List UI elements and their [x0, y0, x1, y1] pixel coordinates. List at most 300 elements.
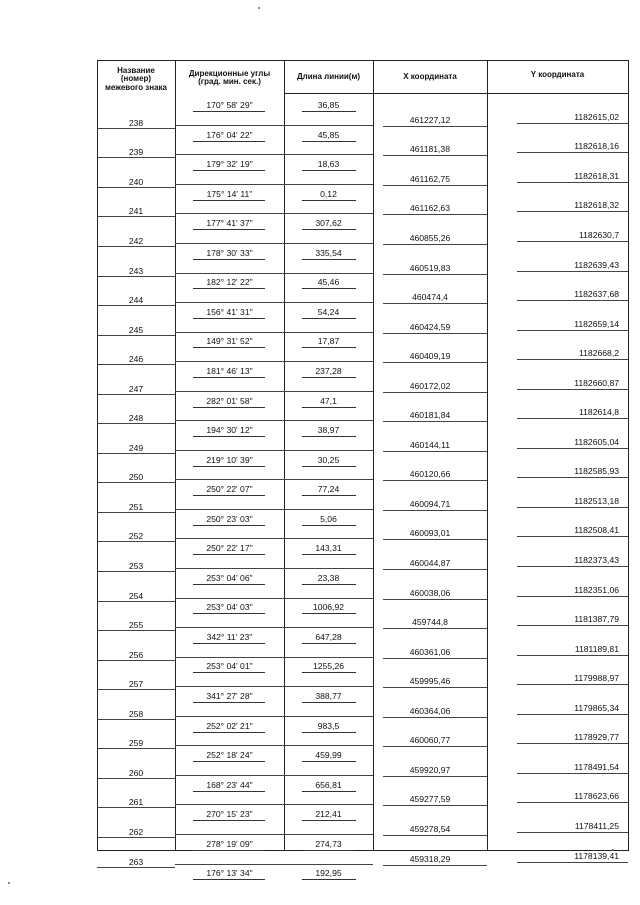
y-coordinate-rule	[517, 123, 628, 124]
row-separator	[97, 571, 175, 572]
segment-rule	[302, 879, 356, 880]
segment-rule	[302, 259, 356, 260]
x-coordinate-cell: 460409,19	[409, 351, 451, 361]
segment-rule	[193, 466, 265, 467]
row-separator	[284, 273, 373, 274]
line-length-cell: 212,41	[315, 809, 342, 819]
x-coordinate-rule	[383, 539, 487, 540]
row-separator	[97, 601, 175, 602]
x-coordinate-rule	[383, 776, 487, 777]
x-coordinate-rule	[383, 451, 487, 452]
line-length-cell: 274,73	[315, 839, 342, 849]
line-length-cell: 459,99	[315, 750, 342, 760]
row-separator	[97, 689, 175, 690]
row-separator	[284, 716, 373, 717]
segment-rule	[193, 318, 265, 319]
segment-rule	[302, 761, 356, 762]
x-coordinate-cell: 459278,54	[409, 824, 451, 834]
x-coordinate-cell: 460855,26	[409, 233, 451, 243]
row-separator	[97, 748, 175, 749]
row-separator	[97, 276, 175, 277]
x-coordinate-cell: 459920,97	[409, 765, 451, 775]
segment-rule	[302, 525, 356, 526]
y-coordinate-cell: 1178139,41	[574, 851, 619, 861]
line-length-cell: 983,5	[317, 721, 340, 731]
segment-rule	[193, 761, 265, 762]
row-separator	[284, 745, 373, 746]
row-separator	[97, 364, 175, 365]
row-separator	[284, 302, 373, 303]
row-separator	[175, 420, 284, 421]
header-x-coordinate: X координата	[403, 72, 457, 81]
line-length-cell: 17,87	[317, 336, 340, 346]
x-coordinate-cell: 461162,75	[410, 174, 450, 184]
x-coordinate-rule	[383, 214, 487, 215]
direction-angle-cell: 342° 11' 23"	[206, 632, 253, 642]
direction-angle-cell: 182° 12' 22"	[206, 277, 253, 287]
line-length-cell: 1006,92	[312, 602, 345, 612]
point-name-cell: 252	[128, 531, 144, 541]
row-separator	[97, 305, 175, 306]
segment-rule	[302, 672, 356, 673]
row-separator	[97, 335, 175, 336]
row-separator	[284, 775, 373, 776]
point-name-cell: 260	[128, 768, 144, 778]
point-name-cell: 249	[128, 443, 144, 453]
direction-angle-cell: 219° 10' 39"	[206, 455, 253, 465]
y-coordinate-rule	[517, 714, 628, 715]
row-separator	[175, 716, 284, 717]
x-coordinate-cell: 460094,71	[409, 499, 451, 509]
y-coordinate-cell: 1182373,43	[574, 555, 619, 565]
row-separator	[175, 154, 284, 155]
direction-angle-cell: 175° 14' 11"	[206, 189, 253, 199]
segment-rule	[302, 229, 356, 230]
x-coordinate-rule	[383, 421, 487, 422]
y-coordinate-rule	[517, 802, 628, 803]
y-coordinate-cell: 1178929,77	[574, 732, 619, 742]
row-separator	[97, 394, 175, 395]
line-length-cell: 45,46	[317, 277, 340, 287]
header-line: межевого знака	[104, 82, 168, 92]
segment-rule	[302, 791, 356, 792]
x-coordinate-cell: 460120,66	[409, 469, 451, 479]
y-coordinate-cell: 1181189,81	[574, 644, 619, 654]
segment-rule	[302, 466, 356, 467]
line-length-cell: 143,31	[315, 543, 342, 553]
line-length-cell: 192,95	[315, 868, 342, 878]
x-coordinate-cell: 461227,12	[409, 115, 451, 125]
x-coordinate-cell: 460060,77	[409, 735, 451, 745]
line-length-cell: 38,97	[317, 425, 340, 435]
x-coordinate-cell: 460361,06	[409, 647, 451, 657]
x-coordinate-rule	[383, 717, 487, 718]
segment-rule	[193, 820, 265, 821]
x-coordinate-rule	[383, 185, 487, 186]
scan-speck	[258, 7, 260, 9]
row-separator	[97, 157, 175, 158]
header-point-name	[97, 67, 175, 92]
point-name-cell: 242	[128, 236, 144, 246]
point-name-cell: 261	[128, 797, 144, 807]
y-coordinate-rule	[517, 743, 628, 744]
x-coordinate-cell: 460172,02	[409, 381, 451, 391]
y-coordinate-cell: 1182618,31	[574, 171, 619, 181]
row-separator	[97, 187, 175, 188]
y-coordinate-rule	[517, 182, 628, 183]
header-line: Дирекционные углы	[188, 69, 271, 78]
point-name-cell: 256	[128, 650, 144, 660]
x-coordinate-cell: 459277,59	[409, 794, 451, 804]
x-coordinate-cell: 460424,59	[409, 322, 451, 332]
y-coordinate-rule	[517, 300, 628, 301]
segment-rule	[302, 613, 356, 614]
point-name-cell: 255	[128, 620, 144, 630]
row-separator	[284, 184, 373, 185]
line-length-cell: 23,38	[317, 573, 340, 583]
direction-angle-cell: 252° 02' 21"	[206, 721, 253, 731]
segment-rule	[193, 525, 265, 526]
point-name-cell: 238	[128, 118, 144, 128]
line-length-cell: 45,85	[317, 130, 340, 140]
y-coordinate-rule	[517, 625, 628, 626]
row-separator	[175, 184, 284, 185]
row-separator	[175, 657, 284, 658]
x-coordinate-rule	[383, 835, 487, 836]
y-coordinate-rule	[517, 655, 628, 656]
row-separator	[284, 598, 373, 599]
row-separator	[97, 453, 175, 454]
row-separator	[284, 479, 373, 480]
row-separator	[175, 804, 284, 805]
segment-rule	[193, 259, 265, 260]
point-name-cell: 257	[128, 679, 144, 689]
direction-angle-cell: 181° 46' 13"	[206, 366, 253, 376]
row-separator	[97, 778, 175, 779]
boundary-coordinates-table	[97, 60, 629, 878]
x-coordinate-rule	[383, 274, 487, 275]
x-coordinate-cell: 460519,83	[409, 263, 451, 273]
y-coordinate-cell: 1182614,8	[579, 407, 619, 417]
x-coordinate-rule	[383, 658, 487, 659]
y-coordinate-rule	[517, 566, 628, 567]
y-coordinate-cell: 1182513,18	[574, 496, 619, 506]
row-separator	[97, 660, 175, 661]
x-coordinate-rule	[383, 628, 487, 629]
y-coordinate-rule	[517, 596, 628, 597]
point-name-cell: 246	[128, 354, 144, 364]
segment-rule	[302, 850, 356, 851]
line-length-cell: 647,28	[315, 632, 342, 642]
row-separator	[175, 391, 284, 392]
line-length-cell: 307,62	[315, 218, 342, 228]
y-coordinate-cell: 1182618,32	[574, 200, 619, 210]
direction-angle-cell: 250° 22' 07"	[206, 484, 253, 494]
x-coordinate-rule	[383, 569, 487, 570]
direction-angle-cell: 250° 23' 03"	[206, 514, 253, 524]
row-separator	[175, 479, 284, 480]
row-separator	[97, 246, 175, 247]
point-name-cell: 248	[128, 413, 144, 423]
y-coordinate-rule	[517, 418, 628, 419]
row-separator	[97, 423, 175, 424]
point-name-cell: 245	[128, 325, 144, 335]
y-coordinate-cell: 1179865,34	[574, 703, 619, 713]
row-separator	[175, 361, 284, 362]
segment-rule	[302, 318, 356, 319]
segment-rule	[302, 347, 356, 348]
direction-angle-cell: 253° 04' 01"	[206, 661, 253, 671]
point-name-cell: 240	[128, 177, 144, 187]
y-coordinate-rule	[517, 862, 628, 863]
point-name-cell: 239	[128, 147, 144, 157]
segment-rule	[302, 820, 356, 821]
y-coordinate-rule	[517, 359, 628, 360]
direction-angle-cell: 253° 04' 03"	[206, 602, 253, 612]
segment-rule	[193, 495, 265, 496]
header-y-coordinate: Y координата	[530, 70, 585, 79]
header-line: Название	[117, 66, 155, 75]
x-coordinate-rule	[383, 303, 487, 304]
line-length-cell: 30,25	[317, 455, 340, 465]
y-coordinate-cell: 1182585,93	[574, 466, 619, 476]
row-separator	[175, 775, 284, 776]
row-separator	[284, 213, 373, 214]
point-name-cell: 262	[128, 827, 144, 837]
direction-angle-cell: 341° 27' 28"	[206, 691, 253, 701]
y-coordinate-rule	[517, 684, 628, 685]
line-length-cell: 1255,26	[312, 661, 345, 671]
x-coordinate-rule	[383, 244, 487, 245]
direction-angle-cell: 252° 18' 24"	[206, 750, 253, 760]
x-coordinate-cell: 459318,29	[409, 854, 451, 864]
segment-rule	[193, 702, 265, 703]
row-separator	[97, 630, 175, 631]
y-coordinate-rule	[517, 389, 628, 390]
line-length-cell: 0,12	[320, 189, 337, 199]
x-coordinate-rule	[383, 865, 487, 866]
y-coordinate-rule	[517, 832, 628, 833]
segment-rule	[193, 170, 265, 171]
row-separator	[284, 450, 373, 451]
x-coordinate-rule	[383, 392, 487, 393]
y-coordinate-cell: 1182605,04	[574, 437, 619, 447]
point-name-cell: 258	[128, 709, 144, 719]
x-coordinate-rule	[383, 599, 487, 600]
y-coordinate-cell: 1182615,02	[574, 112, 619, 122]
y-coordinate-cell: 1182668,2	[579, 348, 619, 358]
y-coordinate-rule	[517, 211, 628, 212]
x-coordinate-cell: 460474,4	[412, 292, 448, 302]
y-coordinate-cell: 1178411,25	[574, 821, 619, 831]
scan-speck	[612, 849, 614, 851]
line-length-cell: 47,1	[320, 396, 337, 406]
row-separator	[284, 568, 373, 569]
direction-angle-cell: 177° 41' 37"	[206, 218, 253, 228]
y-coordinate-rule	[517, 773, 628, 774]
row-separator	[175, 598, 284, 599]
y-coordinate-cell: 1182639,43	[574, 260, 619, 270]
line-length-cell: 388,77	[315, 691, 342, 701]
y-coordinate-cell: 1182630,7	[579, 230, 619, 240]
y-coordinate-cell: 1178623,66	[574, 791, 619, 801]
direction-angle-cell: 194° 30' 12"	[206, 425, 253, 435]
y-coordinate-cell: 1182637,68	[574, 289, 619, 299]
direction-angle-cell: 156° 41' 31"	[206, 307, 253, 317]
x-coordinate-rule	[383, 510, 487, 511]
segment-rule	[193, 554, 265, 555]
y-coordinate-rule	[517, 241, 628, 242]
row-separator	[284, 154, 373, 155]
direction-angle-cell: 278° 19' 09"	[206, 839, 253, 849]
row-separator	[175, 125, 284, 126]
row-separator	[175, 538, 284, 539]
point-name-cell: 250	[128, 472, 144, 482]
row-separator	[284, 657, 373, 658]
x-coordinate-rule	[383, 333, 487, 334]
segment-rule	[193, 288, 265, 289]
x-coordinate-cell: 459995,46	[409, 676, 451, 686]
segment-rule	[302, 702, 356, 703]
segment-rule	[302, 288, 356, 289]
x-coordinate-rule	[383, 805, 487, 806]
segment-rule	[302, 495, 356, 496]
x-coordinate-cell: 460093,01	[409, 528, 451, 538]
line-length-cell: 237,28	[315, 366, 342, 376]
x-coordinate-cell: 460181,84	[409, 410, 451, 420]
row-separator	[284, 834, 373, 835]
x-coordinate-cell: 460144,11	[410, 440, 450, 450]
segment-rule	[193, 791, 265, 792]
x-coordinate-cell: 459744,8	[412, 617, 448, 627]
segment-rule	[302, 554, 356, 555]
segment-rule	[193, 141, 265, 142]
y-coordinate-rule	[517, 536, 628, 537]
direction-angle-cell: 168° 23' 44"	[206, 780, 253, 790]
row-separator	[284, 361, 373, 362]
header-line: (номер)	[120, 74, 152, 84]
point-name-cell: 251	[128, 502, 144, 512]
segment-rule	[193, 584, 265, 585]
row-separator	[97, 482, 175, 483]
line-length-cell: 656,81	[315, 780, 342, 790]
segment-rule	[193, 407, 265, 408]
segment-rule	[302, 732, 356, 733]
row-separator	[175, 627, 284, 628]
segment-rule	[193, 613, 265, 614]
y-coordinate-rule	[517, 448, 628, 449]
segment-rule	[193, 643, 265, 644]
table-border-right	[628, 60, 629, 851]
segment-rule	[193, 436, 265, 437]
row-separator	[97, 807, 175, 808]
y-coordinate-rule	[517, 152, 628, 153]
row-separator	[175, 568, 284, 569]
segment-rule	[302, 436, 356, 437]
x-coordinate-rule	[383, 687, 487, 688]
line-length-cell: 77,24	[317, 484, 340, 494]
row-separator	[97, 719, 175, 720]
row-separator	[284, 509, 373, 510]
x-coordinate-rule	[383, 362, 487, 363]
header-line: (град. мин. сек.)	[198, 77, 261, 87]
point-name-cell: 259	[128, 738, 144, 748]
direction-angle-cell: 178° 30' 33"	[206, 248, 253, 258]
y-coordinate-rule	[517, 330, 628, 331]
scan-speck	[8, 882, 10, 884]
segment-rule	[302, 111, 356, 112]
y-coordinate-cell: 1182351,06	[574, 585, 619, 595]
segment-rule	[193, 200, 265, 201]
x-coordinate-rule	[383, 480, 487, 481]
point-name-cell: 254	[128, 591, 144, 601]
row-separator	[284, 686, 373, 687]
x-coordinate-rule	[383, 746, 487, 747]
y-coordinate-cell: 1178491,54	[574, 762, 619, 772]
header-divider	[284, 93, 629, 94]
row-separator	[284, 627, 373, 628]
segment-rule	[193, 111, 265, 112]
row-separator	[175, 213, 284, 214]
y-coordinate-rule	[517, 271, 628, 272]
row-separator	[97, 128, 175, 129]
segment-rule	[193, 850, 265, 851]
direction-angle-cell: 176° 04' 22"	[206, 130, 253, 140]
x-coordinate-rule	[383, 155, 487, 156]
y-coordinate-cell: 1182508,41	[574, 525, 619, 535]
row-separator	[284, 243, 373, 244]
row-separator	[175, 864, 284, 865]
point-name-cell: 253	[128, 561, 144, 571]
line-length-cell: 18,63	[317, 159, 340, 169]
segment-rule	[193, 347, 265, 348]
y-coordinate-cell: 1182659,14	[574, 319, 619, 329]
direction-angle-cell: 149° 31' 52"	[206, 336, 253, 346]
y-coordinate-rule	[517, 477, 628, 478]
direction-angle-cell: 179° 32' 19"	[206, 159, 253, 169]
row-separator	[97, 512, 175, 513]
direction-angle-cell: 270° 15' 23"	[206, 809, 253, 819]
direction-angle-cell: 250° 22' 17"	[206, 543, 253, 553]
y-coordinate-cell: 1182660,87	[574, 378, 619, 388]
segment-rule	[193, 879, 265, 880]
y-coordinate-rule	[517, 507, 628, 508]
segment-rule	[302, 643, 356, 644]
row-separator	[284, 420, 373, 421]
segment-rule	[302, 377, 356, 378]
segment-rule	[302, 170, 356, 171]
point-name-cell: 243	[128, 266, 144, 276]
segment-rule	[193, 672, 265, 673]
row-separator	[175, 302, 284, 303]
x-coordinate-cell: 460038,06	[409, 588, 451, 598]
y-coordinate-cell: 1182618,16	[574, 141, 619, 151]
direction-angle-cell: 282° 01' 58"	[206, 396, 253, 406]
row-separator	[175, 450, 284, 451]
table-border-bottom	[97, 850, 629, 851]
direction-angle-cell: 170° 58' 29"	[206, 100, 253, 110]
segment-rule	[302, 200, 356, 201]
row-separator	[175, 273, 284, 274]
segment-rule	[193, 377, 265, 378]
row-separator	[175, 745, 284, 746]
direction-angle-cell: 176° 13' 34"	[206, 868, 253, 878]
segment-rule	[193, 229, 265, 230]
direction-angle-cell: 253° 04' 06"	[206, 573, 253, 583]
point-name-cell: 241	[128, 206, 144, 216]
row-separator	[284, 125, 373, 126]
row-separator	[175, 834, 284, 835]
